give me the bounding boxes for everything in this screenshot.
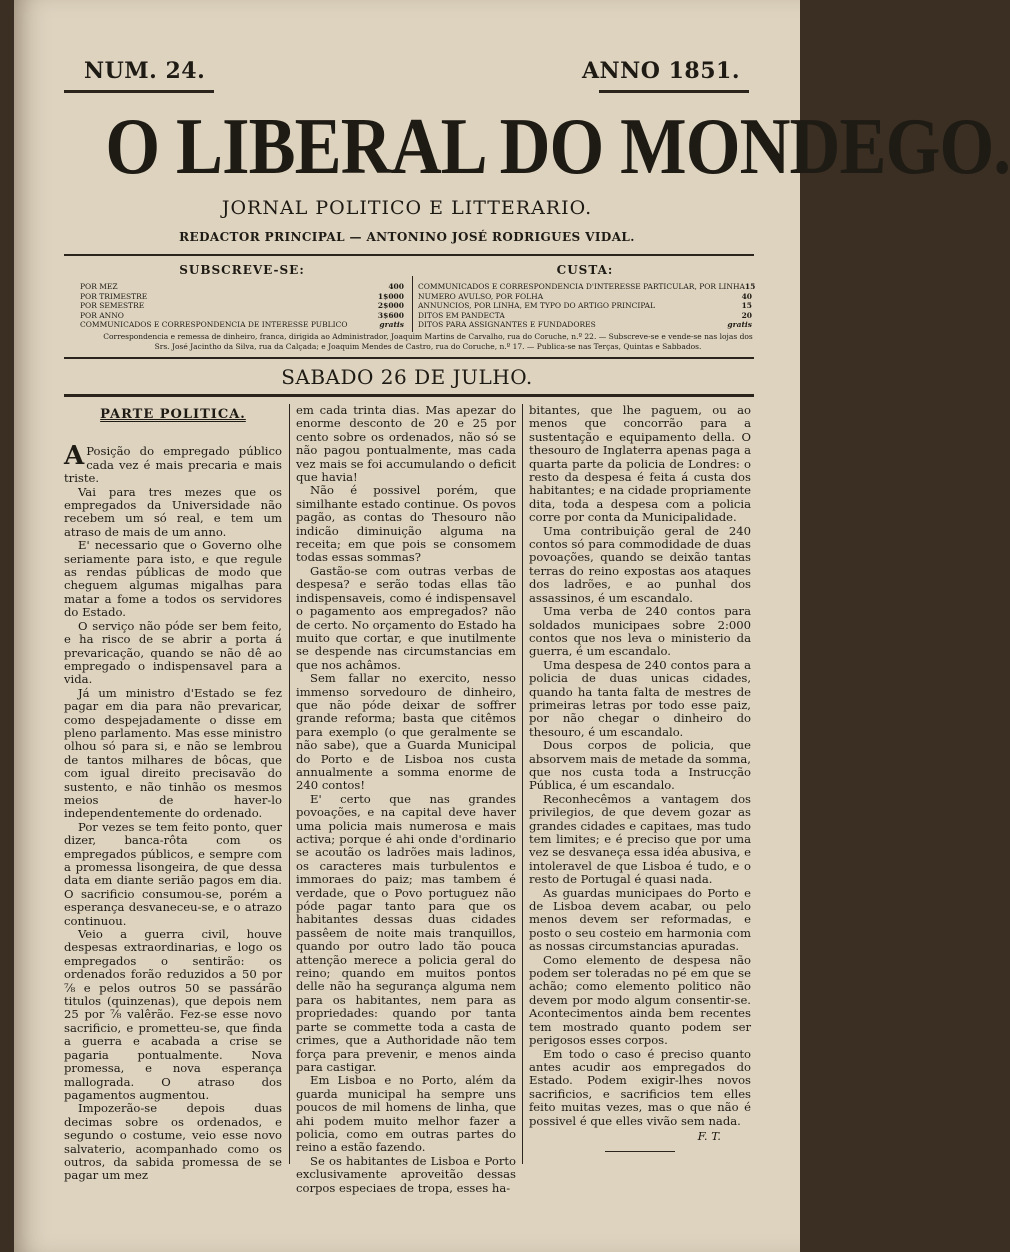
paragraph: Veio a guerra civil, houve despesas extraordinarias, e logo os empregados o sentirão: os ordenados forão reduzidos a 50 por ⅞ e pelos outros 50 se passárão titulos (quinzenas), que depois nem 25 por ⅞ valêrão. Fez-se esse novo sacrificio, e prometteu-se, que finda a guerra e acabada a crise se pagaria pontualmente. Nova promessa, e nova esperança mallograda. O atraso dos pagamentos augmentou.	[64, 927, 282, 1102]
paragraph: Vai para tres mezes que os empregados da Universidade não recebem um só real, e tem um atraso de mais de um anno.	[64, 484, 282, 539]
subscription-rate: POR ANNO 3$600	[80, 310, 404, 320]
paragraph: Reconhecêmos a vantagem dos privilegios, de que devem gozar as grandes cidades e capitaes, mas tudo tem limites; e é preciso que por uma vez se desvaneça essa idéa abusiva, e intoleravel de que Lisboa é tudo, e o resto de Portugal é quasi nada.	[529, 791, 751, 887]
subscription-rate: POR TRIMESTRE 1$000	[80, 291, 404, 301]
section-title: PARTE POLITICA.	[100, 407, 246, 422]
cost-rate: COMMUNICADOS E CORRESPONDENCIA D'INTERESSE PARTICULAR, POR LINHA 15	[418, 282, 756, 291]
article-column-1	[64, 404, 282, 1183]
cost-rate: ANNUNCIOS, POR LINHA, EM TYPO DO ARTIGO PRINCIPAL 15	[418, 301, 752, 310]
subscription-rate: POR MEZ 400	[80, 282, 404, 291]
paragraph: O serviço não póde ser bem feito, e ha risco de se abrir a porta á prevaricação, quando se não dê ao empregado o indispensavel para a vida.	[64, 618, 282, 687]
paragraph: Impozerão-se depois duas decimas sobre os ordenados, e segundo o costume, veio esse novo salvaterio, acompanhado como os outros, da sabida promessa de se pagar um mez	[64, 1101, 282, 1183]
masthead-title: O LIBERAL DO MONDEGO.	[105, 103, 1010, 191]
costs-heading: CUSTA:	[556, 263, 614, 277]
redactor-line: REDACTOR PRINCIPAL — ANTONINO JOSÉ RODRIGUES VIDAL.	[179, 230, 635, 244]
paragraph: Em todo o caso é preciso quanto antes acudir aos empregados do Estado. Podem exigir-lhes novos sacrificios, e sacrificios tem elles feito muitas vezes, mas o que não é possivel é que elles vivão sem nada.	[529, 1046, 751, 1128]
cost-rate: DITOS PARA ASSIGNANTES E FUNDADORES gratis	[418, 320, 752, 329]
masthead-subtitle: JORNAL POLITICO E LITTERARIO.	[221, 197, 593, 219]
paragraph: Dous corpos de policia, que absorvem mais de metade da somma, que nos custa toda a Instrucção Pública, é um escandalo.	[529, 738, 751, 793]
paragraph: E' necessario que o Governo olhe seriamente para isto, e que regule as rendas públicas de modo que cheguem algumas migalhas para matar a fome a todos os servidores do Estado.	[64, 538, 282, 620]
column-divider	[522, 404, 523, 1164]
paragraph: Se os habitantes de Lisboa e Porto exclusivamente aproveitão dessas corpos especiaes de tropa, esses ha-	[296, 1153, 516, 1195]
article-column-3	[529, 404, 751, 1152]
rule-above-date	[64, 357, 754, 359]
subscription-rate: POR SEMESTRE 2$000	[80, 301, 404, 310]
paragraph: Uma verba de 240 contos para soldados municipaes sobre 2:000 contos que nos leva o ministerio da guerra, é um escandalo.	[529, 604, 751, 659]
paragraph: bitantes, que lhe paguem, ou ao menos que concorrão para a sustentação e equipamento della. O thesouro de Inglaterra apenas paga a quarta parte da policia de Londres: o resto da despesa é feita á custa dos habitantes; e na cidade propriamente dita, toda a despesa com a policia corre por conta da Municipalidade.	[529, 403, 751, 525]
rule-below-date	[64, 394, 754, 397]
paragraph: Uma contribuição geral de 240 contos só para commodidade de duas povoações, quando se deixão tantas terras do reino expostas aos ataques dos ladrões, e ao punhal dos assassinos, é um escandalo.	[529, 523, 751, 605]
paragraph: Como elemento de despesa não podem ser toleradas no pé em que se achão; como elemento politico não devem por modo algum consentir-se. Acontecimentos ainda bem recentes tem mostrado quanto podem ser perigosos esses corpos.	[529, 952, 751, 1048]
paragraph: Em Lisboa e no Porto, além da guarda municipal ha sempre uns poucos de mil homens de linha, que ahi podem muito melhor fazer a policia, como em outras partes do reino a estão fazendo.	[296, 1073, 516, 1155]
paragraph: Não é possivel porém, que similhante estado continue. Os povos pagão, as contas do Thesouro não indicão diminuição alguma na receita; em que pois se consomem todas essas sommas?	[296, 483, 516, 565]
issue-year: ANNO 1851.	[581, 58, 740, 84]
costs-box	[418, 263, 756, 330]
paragraph: Já um ministro d'Estado se fez pagar em dia para não prevaricar, como despejadamente o disse em pleno parlamento. Mas esse ministro olhou só para si, e não se lembrou de tantos milhares de bôcas, que com igual direito precisavão do sustento, e não tinhão os mesmos meios de haver-lo independentemente do ordenado.	[64, 685, 282, 821]
paragraph: A Posição do empregado público cada vez é mais precaria e mais triste.	[64, 441, 282, 486]
subscription-notice: Correspondencia e remessa de dinheiro, franca, dirigida ao Administrador, Joaquim Martins de Carvalho, rua do Coruche, n.º 22. — Subscreve-se e vende-se nas lojas dos Srs. José Jacintho da Silva, rua da Calçada; e Joaquim Mendes de Castro, rua do Coruche, n.º 17. — Publica-se nas Terças, Quintas e Sabbados.	[103, 332, 753, 351]
paragraph: Uma despesa de 240 contos para a policia de duas unicas cidades, quando ha tanta falta de mestres de primeiras letras por todo esse paiz, por não chegar o dinheiro do thesouro, é um escandalo.	[529, 657, 751, 739]
paragraph: Gastão-se com outras verbas de despesa? e serão todas ellas tão indispensaveis, como é indispensavel o pagamento aos empregados? não de certo. No orçamento do Estado ha muito que cortar, e que inutilmente se despende nas circumstancias em que nos achâmos.	[296, 563, 516, 672]
paragraph: As guardas municipaes do Porto e de Lisboa devem acabar, ou pelo menos devem ser reformadas, e posto o seu costeio em harmonia com as nossas circumstancias apuradas.	[529, 885, 751, 954]
end-rule	[605, 1151, 675, 1152]
subscription-rate: COMMUNICADOS E CORRESPONDENCIA DE INTERESSE PUBLICO gratis	[80, 320, 404, 329]
newspaper-page	[14, 0, 1010, 1252]
issue-number: NUM. 24.	[84, 58, 206, 84]
cost-rate: NUMERO AVULSO, POR FOLHA 40	[418, 291, 752, 301]
box-divider	[412, 276, 413, 332]
header-rule	[64, 254, 754, 256]
paragraph: em cada trinta dias. Mas apezar do enorme desconto de 20 e 25 por cento sobre os ordenados, não só se não pagou pontualmente, mas cada vez mais se foi accumulando o deficit que havia!	[296, 403, 516, 485]
dateline: SABADO 26 DE JULHO.	[281, 365, 533, 389]
cost-rate: DITOS EM PANDECTA 20	[418, 310, 752, 320]
article-column-2	[296, 404, 516, 1195]
subscription-box	[80, 263, 404, 330]
drop-cap: A	[64, 441, 85, 472]
paragraph: Sem fallar no exercito, nesso immenso sorvedouro de dinheiro, que não póde deixar de soffrer grande reforma; basta que citêmos para exemplo (o que geralmente se não sabe), que a Guarda Municipal do Porto e de Lisboa nos custa annualmente a somma enorme de 240 contos!	[296, 671, 516, 793]
paragraph: E' certo que nas grandes povoações, e na capital deve haver uma policia mais numerosa e mais activa; porque é ahi onde d'ordinario se acoutão os ladrões mais ladinos, os caracteres mais turbulentos e immoraes do paiz; mas tambem é verdade, que o Povo portuguez não póde pagar tanto para que os habitantes dessas duas cidades passêem de noite mais tranquillos, quando por outro lado tão pouca attenção merece a policia geral do reino; quando em muitos pontos delle não ha segurança alguma nem para os habitantes, nem para as propriedades: quando por tanta parte se commette toda a casta de crimes, que a Authoridade não tem força para prevenir, e menos ainda para castigar.	[296, 791, 516, 1074]
top-rule-right	[599, 90, 749, 93]
subscription-heading: SUBSCREVE-SE:	[179, 263, 305, 277]
column-divider	[289, 404, 290, 1164]
paragraph: Por vezes se tem feito ponto, quer dizer, banca-rôta com os empregados públicos, e sempre com a promessa lisongeira, de que dessa data em diante serião pagos em dia. O sacrificio consumou-se, porém a esperança desvaneceu-se, e o atrazo continuou.	[64, 819, 282, 928]
top-rule-left	[64, 90, 214, 93]
author-signature: F. T.	[697, 1128, 721, 1143]
